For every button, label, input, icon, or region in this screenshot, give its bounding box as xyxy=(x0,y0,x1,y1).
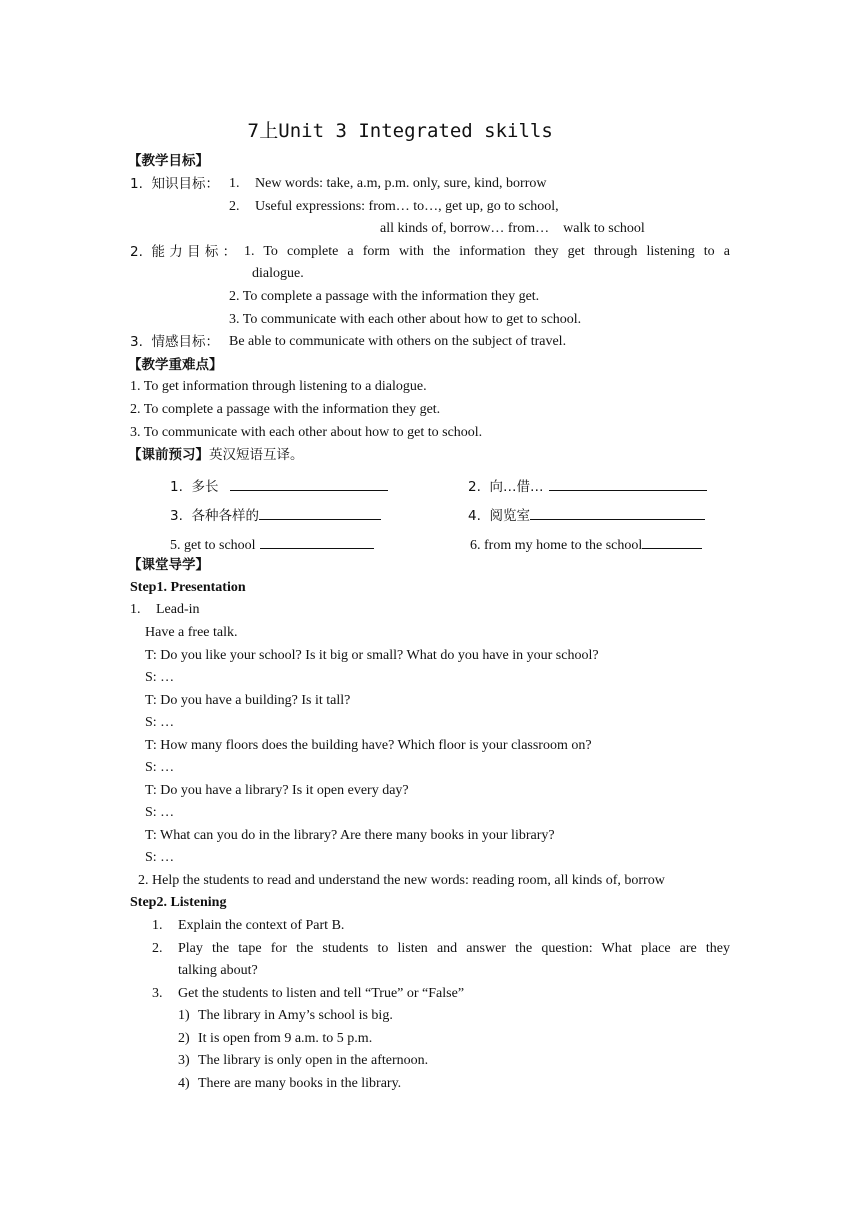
listen-step-2-continued: talking about? xyxy=(178,963,258,978)
dialogue-line: S: … xyxy=(145,805,175,820)
preview-item: 4. 阅览室 xyxy=(468,505,705,525)
answer-blank[interactable] xyxy=(530,505,705,520)
preview-item: 1. 多长 xyxy=(170,476,388,496)
section-heading-goals: 【教学目标】 xyxy=(128,153,209,169)
goal2-label: 2. 能 力 目 标 ： xyxy=(130,244,237,260)
preview-item: 2. 向…借… xyxy=(468,476,707,496)
leadin-num: 1. xyxy=(130,602,141,617)
section-heading-key-points: 【教学重难点】 xyxy=(128,357,223,373)
tf-num: 2) xyxy=(178,1031,190,1046)
tf-statement: The library in Amy’s school is big. xyxy=(198,1008,393,1023)
key-point-1: 1. To get information through listening to a dialogue. xyxy=(130,379,427,394)
section-heading-class: 【课堂导学】 xyxy=(128,557,209,573)
listen-num: 3. xyxy=(152,986,163,1001)
goal1-label: 1. 知识目标： xyxy=(130,176,219,192)
preview-item: 3. 各种各样的 xyxy=(170,505,381,525)
tf-num: 1) xyxy=(178,1008,190,1023)
preview-instruction: 英汉短语互译。 xyxy=(209,447,304,463)
goal2-item1: 1. To complete a form with the information they get through listening to a xyxy=(244,244,730,259)
dialogue-line: T: What can you do in the library? Are there many books in your library? xyxy=(145,828,555,843)
goal2-item3: 3. To communicate with each other about how to get to school. xyxy=(229,312,582,327)
dialogue-line: T: How many floors does the building have? Which floor is your classroom on? xyxy=(145,738,592,753)
section-heading-preview: 【课前预习】 xyxy=(128,447,209,463)
tf-statement: The library is only open in the afternoon. xyxy=(198,1053,429,1068)
listen-num: 2. xyxy=(152,941,163,956)
tf-statement: There are many books in the library. xyxy=(198,1076,402,1091)
goal3-label: 3. 情感目标： xyxy=(130,334,219,350)
listen-num: 1. xyxy=(152,918,163,933)
dialogue-line: S: … xyxy=(145,850,175,865)
title-unit: Unit 3 Integrated skills xyxy=(278,120,553,142)
listen-step-3: Get the students to listen and tell “True” or “False” xyxy=(178,986,465,1001)
answer-blank[interactable] xyxy=(642,534,702,549)
tf-num: 3) xyxy=(178,1053,190,1068)
goal1-item2: Useful expressions: from… to…, get up, go to school, xyxy=(255,199,559,214)
title-grade: 7上 xyxy=(247,120,279,142)
help-new-words: 2. Help the students to read and understand the new words: reading room, all kinds of, borrow xyxy=(138,873,665,888)
dialogue-line: S: … xyxy=(145,760,175,775)
document-title xyxy=(0,116,800,143)
goal1-item1-num: 1. xyxy=(229,176,240,191)
step2-heading: Step2. Listening xyxy=(130,895,227,910)
goal1-item1: New words: take, a.m, p.m. only, sure, kind, borrow xyxy=(255,176,547,191)
dialogue-line: S: … xyxy=(145,670,175,685)
goal2-item2: 2. To complete a passage with the information they get. xyxy=(229,289,540,304)
leadin-label: Lead-in xyxy=(156,602,200,617)
preview-item: 6. from my home to the school xyxy=(470,534,702,555)
answer-blank[interactable] xyxy=(260,534,374,549)
goal1-item2-num: 2. xyxy=(229,199,240,214)
answer-blank[interactable] xyxy=(549,476,707,491)
goal1-item2-continued: all kinds of, borrow… from… walk to school xyxy=(380,221,645,236)
answer-blank[interactable] xyxy=(230,476,388,491)
answer-blank[interactable] xyxy=(259,505,381,520)
free-talk: Have a free talk. xyxy=(145,625,238,640)
dialogue-line: S: … xyxy=(145,715,175,730)
tf-statement: It is open from 9 a.m. to 5 p.m. xyxy=(198,1031,373,1046)
listen-step-1: Explain the context of Part B. xyxy=(178,918,345,933)
dialogue-line: T: Do you like your school? Is it big or small? What do you have in your school? xyxy=(145,648,599,663)
listen-step-2: Play the tape for the students to listen and answer the question: What place are they xyxy=(178,941,730,956)
dialogue-line: T: Do you have a building? Is it tall? xyxy=(145,693,351,708)
key-point-2: 2. To complete a passage with the information they get. xyxy=(130,402,441,417)
key-point-3: 3. To communicate with each other about how to get to school. xyxy=(130,425,483,440)
dialogue-line: T: Do you have a library? Is it open every day? xyxy=(145,783,409,798)
tf-num: 4) xyxy=(178,1076,190,1091)
preview-item: 5. get to school xyxy=(170,534,374,555)
goal2-item1-continued: dialogue. xyxy=(252,266,304,281)
goal3-text: Be able to communicate with others on the subject of travel. xyxy=(229,334,567,349)
step1-heading: Step1. Presentation xyxy=(130,580,246,595)
